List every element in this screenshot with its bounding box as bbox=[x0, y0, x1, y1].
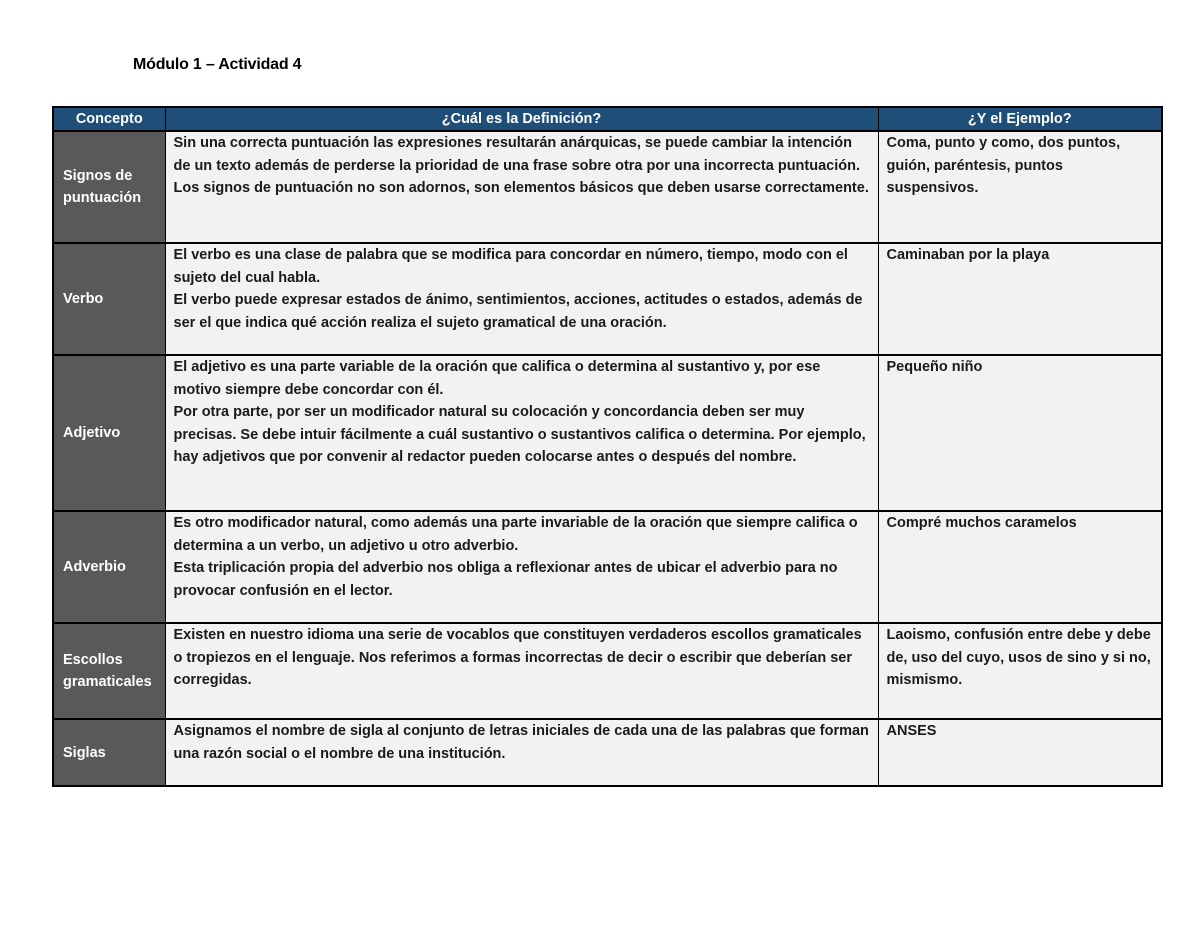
definition-cell bbox=[165, 355, 878, 511]
activity-table bbox=[52, 106, 1163, 787]
definition-text: Es otro modificador natural, como además una parte invariable de la oración que siempre califica o determina a un verbo, un adjetivo u otro adverbio. bbox=[173, 515, 858, 554]
header-example: ¿Y el Ejemplo? bbox=[878, 107, 1162, 131]
concept-cell: Verbo bbox=[53, 243, 165, 355]
definition-text: Asignamos el nombre de sigla al conjunto de letras iniciales de cada una de las palabras que forman una razón social o el nombre de una institución. bbox=[173, 723, 869, 762]
table-row bbox=[53, 719, 1162, 786]
definition-text: Existen en nuestro idioma una serie de vocablos que constituyen verdaderos escollos gramaticales o tropiezos en el lenguaje. Nos referimos a formas incorrectas de decir o escribir que deberían ser corregidas. bbox=[173, 627, 862, 689]
concept-cell: Signos de puntuación bbox=[53, 131, 165, 243]
example-cell: ANSES bbox=[878, 719, 1162, 786]
table-row bbox=[53, 623, 1162, 719]
definition-cell bbox=[165, 131, 878, 243]
definition-cell bbox=[165, 243, 878, 355]
header-definition: ¿Cuál es la Definición? bbox=[165, 107, 878, 131]
example-cell: Caminaban por la playa bbox=[878, 243, 1162, 355]
definition-text: El adjetivo es una parte variable de la oración que califica o determina al sustantivo y, por ese motivo siempre debe concordar con él. bbox=[173, 359, 821, 398]
table-row bbox=[53, 511, 1162, 623]
definition-text: El verbo puede expresar estados de ánimo, sentimientos, acciones, actitudes o estados, además de ser el que indica qué acción realiza el sujeto gramatical de una oración. bbox=[173, 292, 863, 331]
header-concept: Concepto bbox=[53, 107, 165, 131]
example-cell: Laoismo, confusión entre debe y debe de, uso del cuyo, usos de sino y si no, mismismo. bbox=[878, 623, 1162, 719]
page-title: Módulo 1 – Actividad 4 bbox=[133, 56, 302, 73]
table-row bbox=[53, 355, 1162, 511]
definition-cell bbox=[165, 623, 878, 719]
example-cell: Pequeño niño bbox=[878, 355, 1162, 511]
concept-cell: Adverbio bbox=[53, 511, 165, 623]
concept-cell: Siglas bbox=[53, 719, 165, 786]
definition-cell bbox=[165, 511, 878, 623]
concept-cell: Escollos gramaticales bbox=[53, 623, 165, 719]
example-cell: Compré muchos caramelos bbox=[878, 511, 1162, 623]
definition-text: Esta triplicación propia del adverbio nos obliga a reflexionar antes de ubicar el adverbio para no provocar confusión en el lector. bbox=[173, 560, 838, 599]
definition-cell bbox=[165, 719, 878, 786]
concept-cell: Adjetivo bbox=[53, 355, 165, 511]
example-cell: Coma, punto y como, dos puntos, guión, paréntesis, puntos suspensivos. bbox=[878, 131, 1162, 243]
table-row bbox=[53, 131, 1162, 243]
definition-text: Por otra parte, por ser un modificador natural su colocación y concordancia deben ser muy precisas. Se debe intuir fácilmente a cuál sustantivo o sustantivos califica o determina. Por ejemplo, hay adjetivos que por convenir al redactor pueden colocarse antes o después del nombre. bbox=[173, 404, 866, 466]
definition-text: Sin una correcta puntuación las expresiones resultarán anárquicas, se puede cambiar la intención de un texto además de perderse la prioridad de una frase sobre otra por una incorrecta puntuación. Los signos de puntuación no son adornos, son elementos básicos que deben usarse correctamente. bbox=[173, 135, 869, 197]
table-row bbox=[53, 243, 1162, 355]
table-header-row bbox=[53, 107, 1162, 131]
definition-text: El verbo es una clase de palabra que se modifica para concordar en número, tiempo, modo con el sujeto del cual habla. bbox=[173, 247, 848, 286]
